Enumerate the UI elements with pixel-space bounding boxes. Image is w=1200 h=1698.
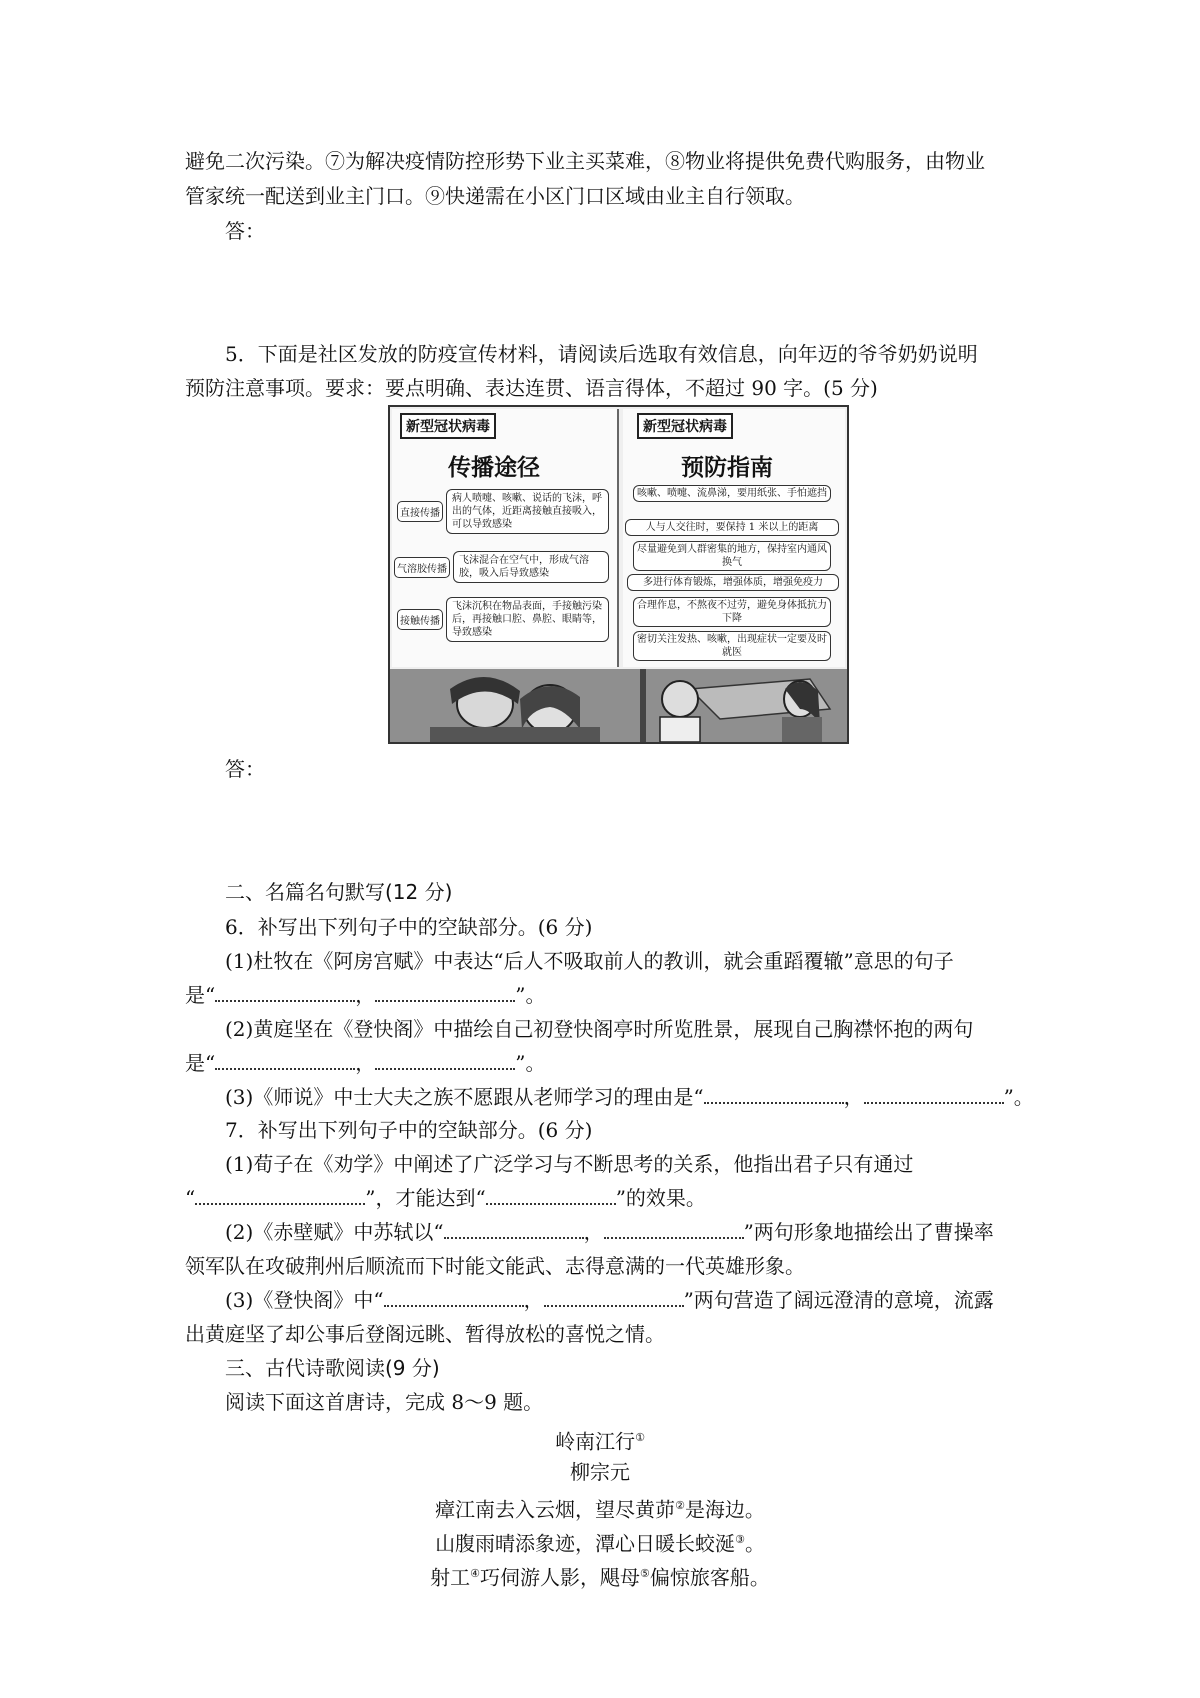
poem-text: 是海边。 [684, 1497, 765, 1522]
answer-blank[interactable] [604, 1219, 744, 1239]
q4-text-line2: 管家统一配送到业主门口。⑨快递需在小区门口区域由业主自行领取。 [185, 184, 805, 208]
transmission-row [397, 597, 609, 642]
comma: ， [355, 1051, 376, 1075]
epidemic-poster [388, 405, 849, 744]
row-text: 病人喷嚏、咳嗽、说话的飞沫，呼出的气体，近距离接触直接吸入，可以导致感染 [446, 489, 609, 534]
open-quote: 是“ [185, 983, 216, 1007]
poem-text: 瘴江南去入云烟，望尽黄茆 [435, 1497, 676, 1522]
section2-title: 二、名篇名句默写(12 分) [225, 880, 453, 904]
q7-3-line2: 出黄庭坚了却公事后登阁远眺、暂得放松的喜悦之情。 [185, 1322, 665, 1346]
note-mark: ③ [735, 1533, 745, 1546]
q7-2-post: ”两句形象地描绘出了曹操率 [743, 1220, 994, 1244]
answer-blank[interactable] [864, 1084, 1004, 1104]
poem-text: 山腹雨晴添象迹，潭心日暖长蛟涎 [435, 1531, 736, 1556]
row-label: 气溶胶传播 [394, 557, 450, 578]
prevention-tip: 人与人交往时，要保持 1 米以上的距离 [625, 519, 839, 536]
poem-line-3 [0, 1558, 1200, 1594]
open-quote: 是“ [185, 1051, 216, 1075]
q7-2-line2: 领军队在攻破荆州后顺流而下时能文能武、志得意满的一代英雄形象。 [185, 1254, 805, 1278]
prevention-tip: 多进行体育锻炼，增强体质，增强免疫力 [627, 574, 839, 591]
q6-3-text: (3)《师说》中士大夫之族不愿跟从老师学习的理由是“ [225, 1085, 704, 1109]
illustration-scene [390, 669, 847, 742]
note-mark: ① [635, 1431, 645, 1444]
answer-blank[interactable] [195, 1185, 365, 1205]
comma: ， [583, 1220, 604, 1244]
answer-blank[interactable] [486, 1185, 616, 1205]
q7-heading: 7．补写出下列句子中的空缺部分。(6 分) [225, 1118, 593, 1142]
row-text: 飞沫混合在空气中，形成气溶胶，吸入后导致感染 [453, 551, 609, 583]
note-mark: ⑤ [640, 1567, 650, 1580]
answer-blank[interactable] [215, 1050, 355, 1070]
prevention-tip: 尽量避免到人群密集的地方，保持室内通风换气 [633, 541, 831, 571]
poem-text: 射工 [430, 1565, 471, 1590]
q4-text-line1: 避免二次污染。⑦为解决疫情防控形势下业主买菜难，⑧物业将提供免费代购服务，由物业 [185, 149, 985, 173]
poem-text: 。 [744, 1531, 765, 1556]
q6-1-line2 [185, 979, 1025, 1011]
answer-blank[interactable] [544, 1287, 684, 1307]
prevention-tip: 咳嗽、喷嚏、流鼻涕，要用纸张、手怕遮挡 [633, 485, 831, 502]
q7-1-line1: (1)荀子在《劝学》中阐述了广泛学习与不断思考的关系，他指出君子只有通过 [225, 1152, 914, 1176]
poem-title-text: 岭南江行 [555, 1429, 636, 1454]
poem-text: 偏惊旅客船。 [649, 1565, 770, 1590]
right-tag: 新型冠状病毒 [637, 413, 733, 439]
comma: ， [355, 983, 376, 1007]
q5-text-line1: 5．下面是社区发放的防疫宣传材料，请阅读后选取有效信息，向年迈的爷爷奶奶说明 [225, 342, 978, 366]
transmission-row [394, 551, 609, 583]
row-text: 飞沫沉积在物品表面，手接触污染后，再接触口腔、鼻腔、眼睛等，导致感染 [446, 597, 609, 642]
q6-2-line1: (2)黄庭坚在《登快阁》中描绘自己初登快阁亭时所览胜景，展现自己胸襟怀抱的两句 [225, 1017, 974, 1041]
poem-line-1 [0, 1490, 1200, 1526]
open-quote: “ [185, 1186, 196, 1210]
prevention-tip: 密切关注发热、咳嗽，出现症状一定要及时就医 [633, 631, 831, 661]
close-quote: ”。 [515, 983, 546, 1007]
q7-1-mid: ”，才能达到“ [365, 1186, 486, 1210]
answer-blank[interactable] [215, 982, 355, 1002]
comma: ， [843, 1085, 864, 1109]
poem-title [0, 1422, 1200, 1458]
answer-blank[interactable] [704, 1084, 844, 1104]
row-label: 直接传播 [397, 501, 443, 522]
answer-blank[interactable] [444, 1219, 584, 1239]
q6-1-line1: (1)杜牧在《阿房宫赋》中表达“后人不吸取前人的教训，就会重蹈覆辙”意思的句子 [225, 949, 954, 973]
q7-2-text: (2)《赤壁赋》中苏轼以“ [225, 1220, 444, 1244]
close-quote: ”。 [515, 1051, 546, 1075]
left-tag: 新型冠状病毒 [400, 413, 496, 439]
q7-1-post: ”的效果。 [615, 1186, 706, 1210]
prevention-title: 预防指南 [681, 455, 773, 481]
q7-3-post: ”两句营造了阔远澄清的意境，流露 [683, 1288, 994, 1312]
answer-blank[interactable] [375, 982, 515, 1002]
q5-answer-label: 答： [225, 757, 265, 781]
q6-heading: 6．补写出下列句子中的空缺部分。(6 分) [225, 915, 593, 939]
q4-answer-label: 答： [225, 219, 265, 243]
row-label: 接触传播 [397, 609, 443, 630]
prevention-panel [623, 409, 845, 667]
people-illustration [390, 669, 847, 742]
transmission-title: 传播途径 [448, 455, 540, 481]
q6-3-line [225, 1081, 1065, 1113]
transmission-panel [392, 409, 619, 667]
q7-2-line1 [225, 1216, 1065, 1248]
poem-text: 巧伺游人影，飓母 [480, 1565, 640, 1590]
section3-intro: 阅读下面这首唐诗，完成 8～9 题。 [225, 1390, 544, 1414]
transmission-row [397, 489, 609, 534]
comma: ， [523, 1288, 544, 1312]
answer-blank[interactable] [384, 1287, 524, 1307]
q7-1-line2 [185, 1182, 1025, 1214]
q7-3-text: (3)《登快阁》中“ [225, 1288, 384, 1312]
q5-text-line2: 预防注意事项。要求：要点明确、表达连贯、语言得体，不超过 90 字。(5 分) [185, 376, 878, 400]
note-mark: ④ [470, 1567, 480, 1580]
poem-line-2 [0, 1524, 1200, 1560]
answer-blank[interactable] [375, 1050, 515, 1070]
prevention-tip: 合理作息，不熬夜不过劳，避免身体抵抗力下降 [633, 597, 831, 627]
q6-2-line2 [185, 1047, 1025, 1079]
section3-title: 三、古代诗歌阅读(9 分) [225, 1356, 440, 1380]
poem-author: 柳宗元 [570, 1460, 630, 1484]
close-quote: ”。 [1003, 1085, 1034, 1109]
note-mark: ② [675, 1499, 685, 1512]
q7-3-line1 [225, 1284, 1065, 1316]
